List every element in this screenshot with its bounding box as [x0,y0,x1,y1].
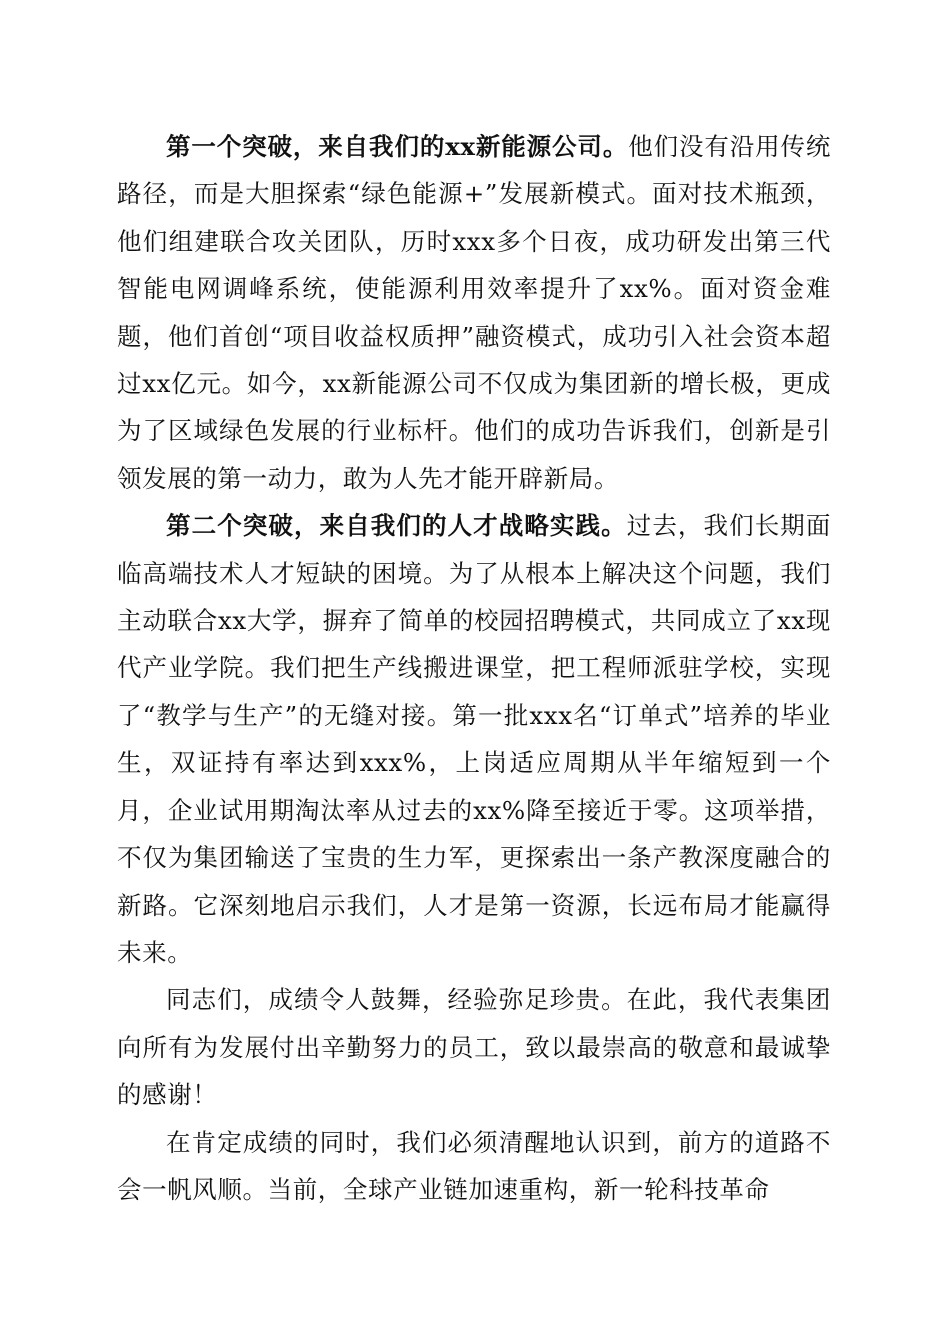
paragraph-text: 他们没有沿用传统路径，而是大胆探索“绿色能源+”发展新模式。面对技术瓶颈，他们组建联合攻关团队，历时xxx多个日夜，成功研发出第三代智能电网调峰系统，使能源利用效率提升了xx%。面对资金难题，他们首创“项目收益权质押”融资模式，成功引入社会资本超过xx亿元。如今，xx新能源公司不仅成为集团新的增长极，更成为了区域绿色发展的行业标杆。他们的成功告诉我们，创新是引领发展的第一动力，敢为人先才能开辟新局。 [117,132,831,493]
paragraph-challenges [117,1119,831,1214]
document-body [117,123,831,1213]
paragraph-text: 过去，我们长期面临高端技术人才短缺的困境。为了从根本上解决这个问题，我们主动联合xx大学，摒弃了简单的校园招聘模式，共同成立了xx现代产业学院。我们把生产线搬进课堂，把工程师派驻学校，实现了“教学与生产”的无缝对接。第一批xxx名“订单式”培养的毕业生，双证持有率达到xxx%，上岗适应周期从半年缩短到一个月，企业试用期淘汰率从过去的xx%降至接近于零。这项举措，不仅为集团输送了宝贵的生力军，更探索出一条产教深度融合的新路。它深刻地启示我们，人才是第一资源，长远布局才能赢得未来。 [117,511,831,967]
paragraph-gratitude [117,976,831,1118]
paragraph-text: 在肯定成绩的同时，我们必须清醒地认识到，前方的道路不会一帆风顺。当前，全球产业链加速重构，新一轮科技革命 [117,1127,831,1204]
paragraph-talent-strategy-breakthrough [117,502,831,976]
paragraph-lead-bold: 第一个突破，来自我们的xx新能源公司。 [166,132,629,161]
paragraph-text: 同志们，成绩令人鼓舞，经验弥足珍贵。在此，我代表集团向所有为发展付出辛勤努力的员工，致以最崇高的敬意和最诚挚的感谢！ [117,985,831,1110]
paragraph-lead-bold: 第二个突破，来自我们的人才战略实践。 [166,511,627,541]
paragraph-new-energy-breakthrough [117,123,831,502]
